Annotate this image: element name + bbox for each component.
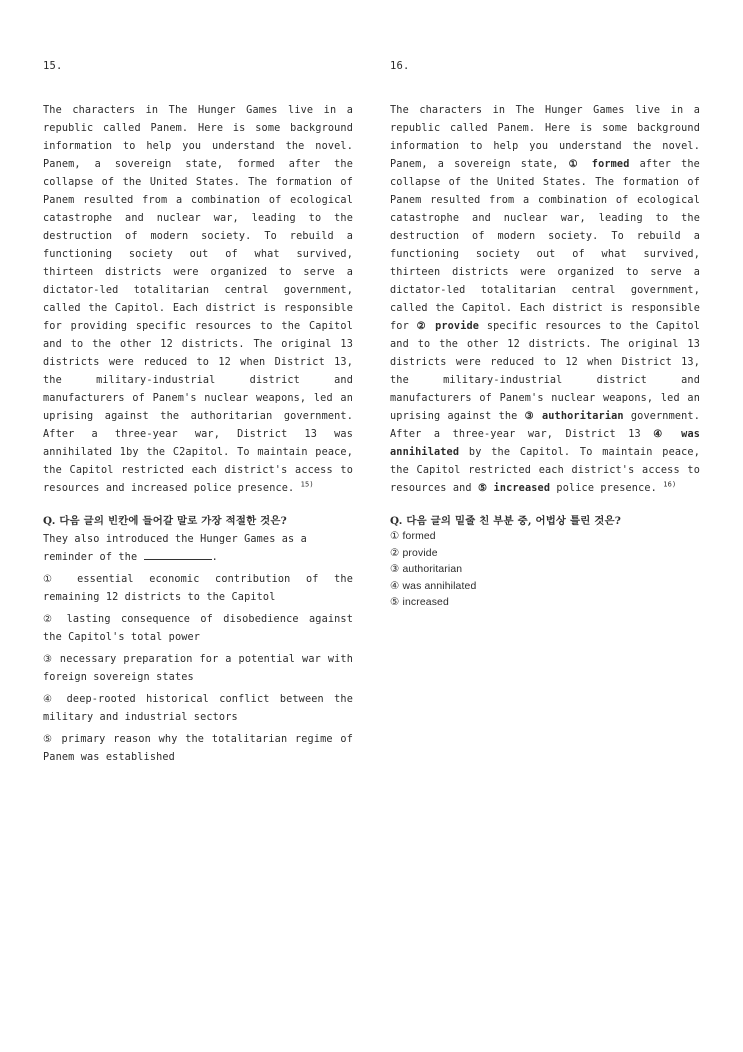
passage — [390, 102, 700, 498]
lead-text: They also introduced the Hunger Games as a reminder of the — [43, 534, 307, 563]
option-5[interactable]: ⑤ primary reason why the totalitarian regime of Panem was established — [43, 734, 353, 763]
question-prompt: Q. 다음 글의 빈칸에 들어갈 말로 가장 적절한 것은? — [43, 515, 287, 527]
passage — [43, 102, 353, 498]
marked-provide: ② provide — [416, 321, 480, 332]
lead-end: . — [211, 552, 218, 563]
option-3[interactable]: ③ authoritarian — [390, 564, 463, 575]
option-5[interactable]: ⑤ increased — [390, 597, 449, 608]
answer-options — [43, 571, 353, 771]
marked-was-annihilated: ④ was annihilated — [390, 429, 701, 458]
passage-text-3: specific resources to the Capitol and to the other 12 districts. The original 13 districts were reduced to 12 when District 13, the military-industrial district and manufacturers of Panem's nuclear weapons, led an uprising against the — [390, 321, 700, 422]
option-2[interactable]: ② provide — [390, 547, 438, 559]
option-1[interactable]: ① formed — [390, 531, 436, 542]
question-number: 15. — [43, 60, 63, 72]
marked-formed: ① formed — [568, 159, 630, 170]
marked-increased: ⑤ increased — [477, 483, 551, 494]
marked-authoritarian: ③ authoritarian — [524, 411, 624, 422]
passage-text-5: by the Capitol. To maintain peace, the Capitol restricted each district's access to resources and — [390, 447, 700, 494]
option-4[interactable]: ④ deep-rooted historical conflict between the military and industrial sectors — [43, 694, 353, 723]
answer-blank — [144, 549, 212, 560]
lead-sentence — [43, 531, 353, 567]
passage-text-2: after the collapse of the United States. The formation of Panem resulted from a combination of ecological catastrophe and nuclear war, leading to the destruction of modern society. To rebuild a functioning society out of what survived, thirteen districts were organized to serve a dictator-led totalitarian central government, called the Capitol. Each district is responsible for — [390, 159, 700, 332]
footnote-marker: 15) — [300, 480, 314, 489]
option-2[interactable]: ② lasting consequence of disobedience against the Capitol's total power — [43, 614, 353, 643]
passage-text-1: The characters in The Hunger Games live in a republic called Panem. Here is some background information to help you understand the novel. Panem, a sovereign state, — [390, 105, 700, 170]
footnote-marker: 16) — [663, 480, 677, 489]
passage-text-4: government. After a three-year war, District 13 — [390, 411, 700, 440]
question-prompt: Q. 다음 글의 밑줄 친 부분 중, 어법상 틀린 것은? — [390, 515, 622, 527]
passage-text: The characters in The Hunger Games live in a republic called Panem. Here is some background information to help you understand the novel. Panem, a sovereign state, formed after the collapse of the United States. The formation of Panem resulted from a combination of ecological catastrophe and nuclear war, leading to the destruction of modern society. To rebuild a functioning society out of what survived, thirteen districts were organized to serve a dictator-led totalitarian central government, called the Capitol. Each district is responsible for providing specific resources to the Capitol and to the other 12 districts. The original 13 districts were reduced to 12 when District 13, the military-industrial district and manufacturers of Panem's nuclear weapons, led an uprising against the authoritarian government. After a three-year war, District 13 was annihilated 1by the C2apitol. To maintain peace, the Capitol restricted each district's access to resources and increased police presence. — [43, 105, 353, 494]
option-3[interactable]: ③ necessary preparation for a potential war with foreign sovereign states — [43, 654, 353, 683]
question-number: 16. — [390, 60, 410, 72]
option-4[interactable]: ④ was annihilated — [390, 580, 477, 592]
answer-options — [390, 529, 700, 612]
option-1[interactable]: ① essential economic contribution of the remaining 12 districts to the Capitol — [43, 574, 353, 603]
passage-text-6: police presence. — [556, 483, 657, 494]
